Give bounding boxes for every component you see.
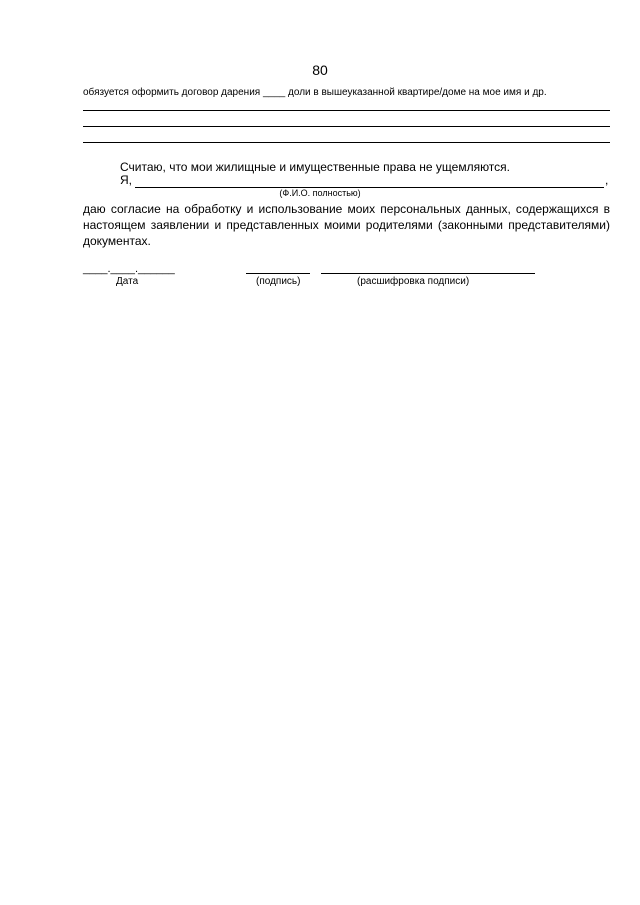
intro-text-end: доли в вышеуказанной квартире/доме на мое имя и др. [285, 87, 547, 98]
fill-line-1 [83, 110, 610, 111]
signature-line [246, 273, 310, 274]
name-comma: , [605, 173, 609, 187]
intro-line [83, 87, 547, 98]
intro-text-start: обязуется оформить договор дарения [83, 87, 263, 98]
date-caption: Дата [116, 276, 139, 287]
rights-statement: Считаю, что мои жилищные и имущественные права не ущемляются. [120, 160, 510, 174]
signature-decoding-line [321, 273, 535, 274]
consent-paragraph: даю согласие на обработку и использование моих персональных данных, содержащихся в настоящем заявлении и представленных моими родителями (законными представителями) документах. [83, 202, 610, 248]
full-name-caption: (Ф.И.О. полностью) [279, 188, 361, 198]
signature-decoding-caption: (расшифровка подписи) [357, 276, 470, 287]
fill-line-3 [83, 142, 610, 143]
share-blank: ____ [263, 87, 286, 98]
page-number: 80 [312, 62, 328, 78]
i-label: Я, [120, 173, 132, 187]
date-field: ____.____.______ [83, 263, 175, 275]
signature-caption: (подпись) [256, 276, 301, 287]
fill-line-2 [83, 126, 610, 127]
